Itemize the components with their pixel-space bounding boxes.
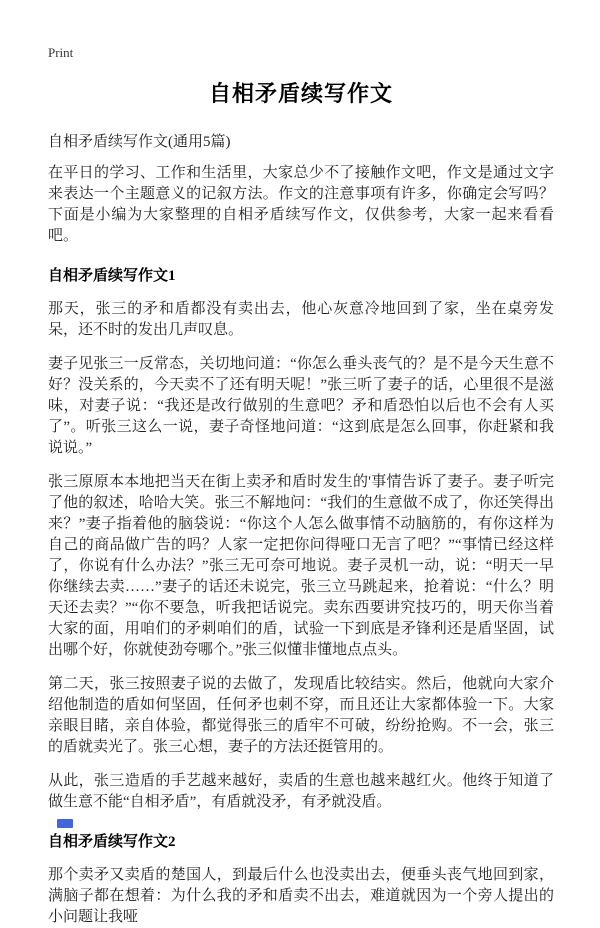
paragraph: 那天，张三的矛和盾都没有卖出去，他心灰意冷地回到了家，坐在桌旁发呆，还不时的发出几声叹息。 [48, 301, 554, 338]
page-title: 自相矛盾续写作文 [208, 81, 393, 106]
print-button[interactable]: Print [48, 45, 74, 60]
paragraph: 那个卖矛又卖盾的楚国人，到最后什么也没卖出去，便垂头丧气地回到家，满脑子都在想着：为什么我的矛和盾卖不出去，难道就因为一个旁人提出的小问题让我哑 [48, 867, 554, 925]
paragraph: 从此，张三造盾的手艺越来越好，卖盾的生意也越来越红火。他终于知道了做生意不能“自相矛盾”，有盾就没矛，有矛就没盾。 [48, 773, 554, 810]
paragraph: 第二天，张三按照妻子说的去做了，发现盾比较结实。然后，他就向大家介绍他制造的盾如何坚固，任何矛也刺不穿，而且还让大家都体验一下。大家亲眼目睹，亲自体验，都觉得张三的盾牢不可破，纷纷抢购。不一会，张三的盾就卖光了。张三心想，妻子的方法还挺管用的。 [48, 676, 554, 755]
paragraph: 张三原原本本地把当天在街上卖矛和盾时发生的'事情告诉了妻子。妻子听完了他的叙述，哈哈大笑。张三不解地问：“我们的生意做不成了，你还笑得出来？”妻子指着他的脑袋说：“你这个人怎么做事情不动脑筋的，有你这样为自己的商品做广告的吗？人家一定把你问得哑口无言了吧？”“事情已经这样了，你说有什么办法？”张三无可奈可地说。妻子灵机一动，说：“明天一早你继续去卖……”妻子的话还未说完，张三立马跳起来，抢着说：“什么？明天还去卖？”“你不要急，听我把话说完。卖东西要讲究技巧的，明天你当着大家的面，用咱们的矛刺咱们的盾，试验一下到底是矛锋利还是盾坚固，试出哪个好，你就使劲夸哪个。”张三似懂非懂地点点头。 [48, 474, 554, 658]
doc-subtitle: 自相矛盾续写作文(通用5篇) [48, 134, 231, 150]
floating-widget[interactable] [57, 819, 73, 828]
section-heading-1: 自相矛盾续写作文1 [48, 268, 176, 284]
intro-paragraph: 在平日的学习、工作和生活里，大家总少不了接触作文吧，作文是通过文字来表达一个主题意义的记叙方法。作文的注意事项有许多，你确定会写吗？下面是小编为大家整理的自相矛盾续写作文，仅供参考，大家一起来看看吧。 [48, 165, 554, 244]
section-heading-2: 自相矛盾续写作文2 [48, 834, 176, 850]
paragraph: 妻子见张三一反常态，关切地问道：“你怎么垂头丧气的？是不是今天生意不好？没关系的，今天卖不了还有明天呢！”张三听了妻子的话，心里很不是滋味，对妻子说：“我还是改行做别的生意吧？矛和盾恐怕以后也不会有人买了”。听张三这么一说，妻子奇怪地问道：“这到底是怎么回事，你赶紧和我说说。” [48, 356, 554, 456]
